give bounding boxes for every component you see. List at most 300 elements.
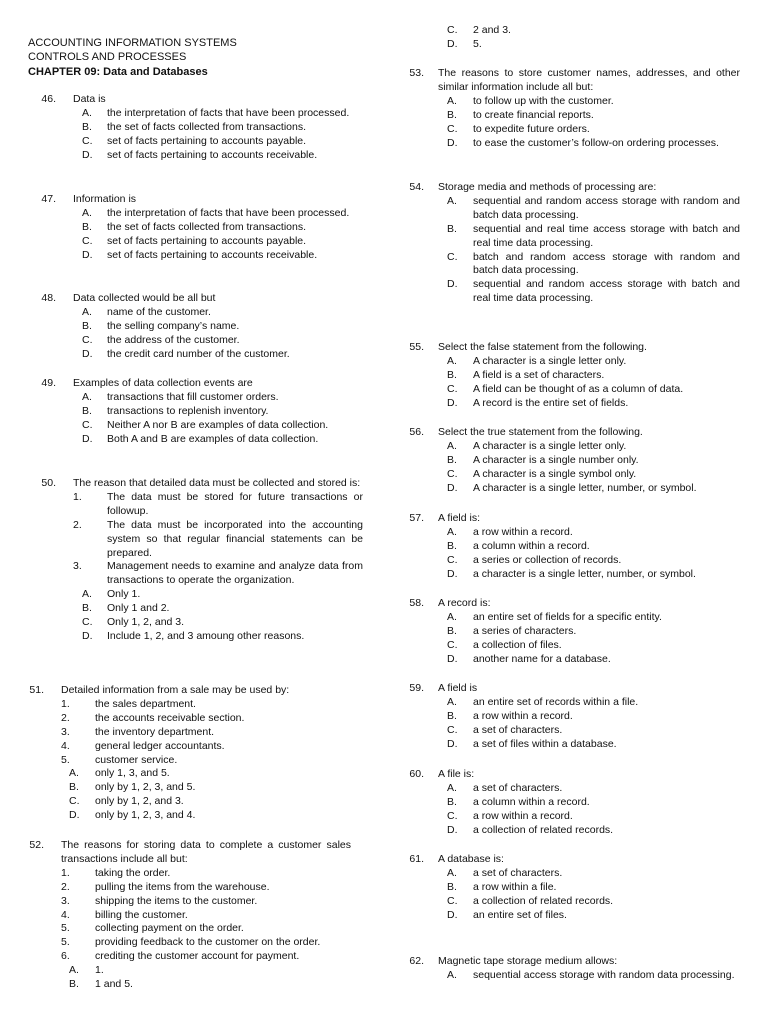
option-text: set of facts pertaining to accounts payable.	[107, 134, 307, 147]
option-text: to ease the customer’s follow-on ordering processes.	[473, 136, 719, 149]
option-text: 1 and 5.	[95, 978, 133, 991]
option-text: another name for a database.	[473, 652, 611, 665]
question-stem	[394, 597, 740, 611]
question-number: 46.	[41, 93, 56, 105]
option-label: B.	[447, 709, 457, 722]
option-label: C.	[447, 122, 458, 135]
option-text: a row within a record.	[473, 809, 573, 822]
option-text: a row within a file.	[473, 880, 557, 893]
answer-option	[14, 936, 351, 950]
option-label: A.	[447, 439, 457, 452]
option-text: sequential and random access storage with random and batch data processing.	[473, 194, 740, 221]
option-label: D.	[447, 908, 458, 921]
question-number: 58.	[409, 597, 424, 609]
answer-option	[447, 24, 737, 38]
option-label: D.	[82, 148, 93, 161]
option-text: Only 1, 2, and 3.	[107, 616, 185, 629]
option-text: Only 1 and 2.	[107, 602, 170, 615]
question-text: The reasons for storing data to complete a customer sales transactions include all but:	[61, 839, 351, 865]
answer-option	[394, 109, 740, 123]
question-text: Information is	[73, 193, 137, 205]
answer-option	[394, 909, 740, 923]
question-number: 60.	[409, 768, 424, 780]
option-text: a column within a record.	[473, 795, 590, 808]
option-text: A field is a set of characters.	[473, 368, 605, 381]
question-51	[14, 684, 351, 823]
option-label: 2.	[61, 880, 70, 893]
question-number: 50.	[41, 477, 56, 489]
question-54	[394, 181, 740, 306]
question-stem	[394, 768, 740, 782]
option-text: a collection of files.	[473, 638, 562, 651]
answer-option	[394, 278, 740, 306]
option-text: A character is a single letter, number, or symbol.	[473, 481, 697, 494]
option-label: A.	[447, 525, 457, 538]
question-57	[394, 512, 740, 582]
answer-option	[394, 639, 740, 653]
option-text: a series or collection of records.	[473, 553, 622, 566]
answer-option	[26, 334, 363, 348]
answer-option	[26, 121, 363, 135]
question-stem	[394, 426, 740, 440]
answer-option	[394, 710, 740, 724]
option-label: 5.	[61, 936, 70, 949]
question-61	[394, 853, 740, 923]
question-number: 61.	[409, 853, 424, 865]
option-text: sequential and random access storage with batch and real time data processing.	[473, 278, 740, 305]
answer-option	[394, 482, 740, 496]
answer-option	[394, 724, 740, 738]
question-text: The reason that detailed data must be collected and stored is:	[73, 477, 361, 489]
option-text: The data must be stored for future transactions or followup.	[107, 490, 363, 517]
answer-option	[14, 909, 351, 923]
option-text: Both A and B are examples of data collection.	[107, 432, 319, 445]
question-56	[394, 426, 740, 496]
option-text: an entire set of fields for a specific entity.	[473, 610, 662, 623]
option-label: C.	[447, 894, 458, 907]
answer-option	[14, 740, 351, 754]
option-label: B.	[447, 624, 457, 637]
option-label: B.	[69, 978, 79, 991]
answer-option	[26, 602, 363, 616]
question-stem	[394, 682, 740, 696]
option-label: C.	[447, 553, 458, 566]
answer-option	[26, 306, 363, 320]
option-text: set of facts pertaining to accounts receivable.	[107, 148, 318, 161]
answer-option	[394, 526, 740, 540]
answer-option	[14, 795, 351, 809]
question-stem	[394, 181, 740, 195]
option-label: A.	[82, 588, 92, 601]
question-stem	[26, 93, 363, 107]
answer-option	[26, 135, 363, 149]
option-text: A character is a single letter only.	[473, 439, 627, 452]
question-number: 51.	[29, 684, 44, 696]
question-number: 48.	[41, 292, 56, 304]
option-text: a set of characters.	[473, 781, 563, 794]
option-text: providing feedback to the customer on the order.	[95, 936, 321, 949]
option-text: A character is a single symbol only.	[473, 467, 637, 480]
answer-option	[394, 251, 740, 279]
option-label: C.	[447, 467, 458, 480]
option-label: 1.	[73, 490, 82, 503]
answer-option	[26, 433, 363, 447]
document-header	[28, 36, 237, 79]
answer-option	[394, 611, 740, 625]
option-text: The data must be incorporated into the accounting system so that regular financial statements can be prepared.	[107, 518, 363, 559]
option-text: A field can be thought of as a column of data.	[473, 382, 684, 395]
option-text: 5.	[473, 37, 482, 50]
option-text: the interpretation of facts that have been processed.	[107, 106, 350, 119]
question-stem	[26, 377, 363, 391]
option-text: Neither A nor B are examples of data collection.	[107, 418, 329, 431]
question-number: 59.	[409, 682, 424, 694]
option-text: sequential and real time access storage with batch and real time data processing.	[473, 222, 740, 249]
option-label: A.	[82, 305, 92, 318]
option-label: B.	[447, 222, 457, 235]
option-label: A.	[447, 695, 457, 708]
option-label: D.	[447, 652, 458, 665]
option-label: 5.	[61, 922, 70, 935]
option-text: crediting the customer account for payment.	[95, 950, 300, 963]
answer-option	[394, 824, 740, 838]
question-number: 56.	[409, 426, 424, 438]
question-50	[26, 477, 363, 644]
option-label: B.	[69, 781, 79, 794]
question-47	[26, 193, 363, 263]
option-text: Management needs to examine and analyze data from transactions to operate the organization.	[107, 560, 363, 587]
question-stem	[26, 292, 363, 306]
option-text: sequential access storage with random data processing.	[473, 968, 735, 981]
option-text: the credit card number of the customer.	[107, 347, 290, 360]
answer-option	[394, 738, 740, 752]
option-text: 1.	[95, 964, 104, 977]
question-text: Data collected would be all but	[73, 292, 216, 304]
answer-option	[26, 616, 363, 630]
option-text: a row within a record.	[473, 709, 573, 722]
option-label: D.	[447, 136, 458, 149]
option-text: collecting payment on the order.	[95, 922, 244, 935]
answer-option	[26, 221, 363, 235]
question-stem	[14, 684, 351, 698]
option-text: Only 1.	[107, 588, 141, 601]
question-62	[394, 955, 740, 983]
option-label: 3.	[61, 894, 70, 907]
option-label: C.	[82, 333, 93, 346]
option-label: 5.	[61, 753, 70, 766]
option-text: the interpretation of facts that have been processed.	[107, 206, 350, 219]
option-text: name of the customer.	[107, 305, 211, 318]
option-label: A.	[447, 610, 457, 623]
answer-option	[394, 554, 740, 568]
answer-option	[394, 796, 740, 810]
answer-option	[26, 249, 363, 263]
answer-option	[26, 405, 363, 419]
option-label: A.	[447, 94, 457, 107]
option-label: 6.	[61, 950, 70, 963]
question-48	[26, 292, 363, 362]
question-53	[394, 67, 740, 150]
question-stem	[394, 341, 740, 355]
question-59	[394, 682, 740, 752]
answer-option	[394, 653, 740, 667]
option-text: only by 1, 2, 3, and 5.	[95, 781, 196, 794]
question-stem	[394, 853, 740, 867]
answer-option	[14, 978, 351, 992]
chapter-title: CHAPTER 09: Data and Databases	[28, 65, 208, 78]
option-label: A.	[447, 866, 457, 879]
option-label: D.	[69, 809, 80, 822]
option-label: C.	[447, 24, 458, 36]
option-label: C.	[82, 616, 93, 629]
course-title: ACCOUNTING INFORMATION SYSTEMS	[28, 37, 237, 49]
answer-option	[394, 895, 740, 909]
answer-option	[394, 969, 740, 983]
option-label: C.	[447, 809, 458, 822]
answer-option	[394, 383, 740, 397]
option-text: taking the order.	[95, 866, 171, 879]
option-text: the address of the customer.	[107, 333, 240, 346]
question-text: Select the true statement from the following.	[438, 426, 643, 438]
option-label: B.	[82, 319, 92, 332]
option-label: A.	[447, 781, 457, 794]
option-label: D.	[82, 248, 93, 261]
question-stem	[394, 67, 740, 95]
option-text: A record is the entire set of fields.	[473, 396, 629, 409]
option-text: the accounts receivable section.	[95, 711, 245, 724]
answer-option	[26, 419, 363, 433]
answer-option	[394, 223, 740, 251]
answer-option	[26, 207, 363, 221]
question-text: Select the false statement from the following.	[438, 341, 647, 353]
answer-option	[394, 369, 740, 383]
answer-option	[394, 810, 740, 824]
answer-option	[14, 922, 351, 936]
question-number: 53.	[409, 67, 424, 79]
option-text: a collection of related records.	[473, 823, 614, 836]
option-label: D.	[447, 278, 458, 291]
option-label: C.	[82, 418, 93, 431]
option-label: B.	[82, 404, 92, 417]
answer-option	[14, 895, 351, 909]
question-text: A file is:	[438, 768, 475, 780]
option-text: the sales department.	[95, 697, 196, 710]
option-label: 3.	[73, 560, 82, 573]
option-label: B.	[447, 880, 457, 893]
option-text: a series of characters.	[473, 624, 577, 637]
option-text: Include 1, 2, and 3 amoung other reasons.	[107, 629, 305, 642]
question-58	[394, 597, 740, 667]
option-text: customer service.	[95, 753, 178, 766]
option-text: to follow up with the customer.	[473, 94, 614, 107]
option-text: an entire set of files.	[473, 908, 567, 921]
answer-option	[26, 560, 363, 588]
option-label: D.	[447, 737, 458, 750]
question-52-continued	[447, 24, 737, 52]
option-label: C.	[447, 638, 458, 651]
option-text: general ledger accountants.	[95, 739, 225, 752]
question-text: A field is:	[438, 512, 481, 524]
question-number: 55.	[409, 341, 424, 353]
answer-option	[26, 391, 363, 405]
option-text: pulling the items from the warehouse.	[95, 880, 270, 893]
option-text: transactions to replenish inventory.	[107, 404, 269, 417]
answer-option	[394, 867, 740, 881]
option-text: batch and random access storage with random and batch data processing.	[473, 250, 740, 277]
answer-option	[26, 348, 363, 362]
answer-option	[14, 881, 351, 895]
answer-option	[394, 397, 740, 411]
answer-option	[14, 754, 351, 768]
answer-option	[14, 950, 351, 964]
option-text: a set of files within a database.	[473, 737, 617, 750]
answer-option	[394, 195, 740, 223]
option-label: 1.	[61, 866, 70, 879]
option-label: D.	[447, 396, 458, 409]
option-label: 4.	[61, 739, 70, 752]
answer-option	[394, 468, 740, 482]
option-label: 2.	[73, 518, 82, 531]
option-text: transactions that fill customer orders.	[107, 390, 279, 403]
question-text: Storage media and methods of processing are:	[438, 181, 657, 193]
option-label: A.	[82, 206, 92, 219]
option-label: B.	[447, 453, 457, 466]
answer-option	[394, 568, 740, 582]
option-text: a row within a record.	[473, 525, 573, 538]
question-52	[14, 839, 351, 992]
question-number: 62.	[409, 955, 424, 967]
question-text: A database is:	[438, 853, 504, 865]
option-label: C.	[82, 234, 93, 247]
option-label: 3.	[61, 725, 70, 738]
option-label: D.	[82, 629, 93, 642]
option-label: B.	[447, 368, 457, 381]
option-text: billing the customer.	[95, 908, 188, 921]
option-label: C.	[69, 795, 80, 808]
answer-option	[394, 625, 740, 639]
answer-option	[14, 698, 351, 712]
question-60	[394, 768, 740, 838]
option-text: the set of facts collected from transactions.	[107, 220, 307, 233]
option-label: C.	[447, 382, 458, 395]
option-label: D.	[447, 481, 458, 494]
option-label: B.	[82, 602, 92, 615]
answer-option	[394, 696, 740, 710]
option-label: 2.	[61, 711, 70, 724]
answer-option	[26, 149, 363, 163]
answer-option	[26, 107, 363, 121]
question-46	[26, 93, 363, 163]
option-text: to create financial reports.	[473, 108, 594, 121]
option-text: an entire set of records within a file.	[473, 695, 639, 708]
question-stem	[394, 512, 740, 526]
answer-option	[26, 491, 363, 519]
option-text: the selling company’s name.	[107, 319, 240, 332]
question-text: A record is:	[438, 597, 491, 609]
answer-option	[394, 137, 740, 151]
answer-option	[26, 519, 363, 561]
question-text: Magnetic tape storage medium allows:	[438, 955, 618, 967]
option-text: the set of facts collected from transactions.	[107, 120, 307, 133]
option-label: B.	[82, 220, 92, 233]
question-text: The reasons to store customer names, addresses, and other similar information include all but:	[438, 67, 740, 93]
question-55	[394, 341, 740, 411]
question-number: 52.	[29, 839, 44, 851]
option-label: C.	[82, 134, 93, 147]
option-label: D.	[82, 347, 93, 360]
option-label: B.	[82, 120, 92, 133]
option-label: 1.	[61, 697, 70, 710]
answer-option	[394, 782, 740, 796]
question-text: Data is	[73, 93, 106, 105]
option-text: a set of characters.	[473, 723, 563, 736]
option-label: 4.	[61, 908, 70, 921]
answer-option	[447, 38, 737, 52]
option-text: set of facts pertaining to accounts receivable.	[107, 248, 318, 261]
answer-option	[26, 320, 363, 334]
question-49	[26, 377, 363, 447]
answer-option	[394, 355, 740, 369]
option-label: A.	[447, 968, 457, 981]
option-text: shipping the items to the customer.	[95, 894, 258, 907]
option-label: D.	[447, 823, 458, 836]
option-label: B.	[447, 539, 457, 552]
answer-option	[14, 809, 351, 823]
question-number: 49.	[41, 377, 56, 389]
answer-option	[394, 440, 740, 454]
option-text: A character is a single letter only.	[473, 354, 627, 367]
option-text: 2 and 3.	[473, 24, 511, 36]
option-text: a character is a single letter, number, or symbol.	[473, 567, 696, 580]
option-text: a set of characters.	[473, 866, 563, 879]
option-label: C.	[447, 250, 458, 263]
question-text: A field is	[438, 682, 478, 694]
option-text: a column within a record.	[473, 539, 590, 552]
question-number: 57.	[409, 512, 424, 524]
option-label: D.	[447, 37, 458, 50]
answer-option	[14, 726, 351, 740]
option-text: only by 1, 2, and 3.	[95, 795, 184, 808]
option-label: A.	[447, 194, 457, 207]
question-stem	[394, 955, 740, 969]
option-label: A.	[447, 354, 457, 367]
question-number: 47.	[41, 193, 56, 205]
answer-option	[14, 867, 351, 881]
option-text: to expedite future orders.	[473, 122, 590, 135]
question-stem	[26, 193, 363, 207]
option-label: D.	[447, 567, 458, 580]
option-label: A.	[69, 767, 79, 780]
option-label: D.	[82, 432, 93, 445]
option-text: set of facts pertaining to accounts payable.	[107, 234, 307, 247]
question-number: 54.	[409, 181, 424, 193]
question-stem	[14, 839, 351, 867]
answer-option	[394, 123, 740, 137]
answer-option	[26, 235, 363, 249]
answer-option	[394, 95, 740, 109]
option-label: A.	[69, 964, 79, 977]
answer-option	[394, 454, 740, 468]
question-text: Examples of data collection events are	[73, 377, 253, 389]
answer-option	[26, 588, 363, 602]
option-text: A character is a single number only.	[473, 453, 639, 466]
answer-option	[394, 540, 740, 554]
option-text: a collection of related records.	[473, 894, 614, 907]
option-text: the inventory department.	[95, 725, 215, 738]
course-subtitle: CONTROLS AND PROCESSES	[28, 51, 187, 64]
option-text: only by 1, 2, 3, and 4.	[95, 809, 196, 822]
question-stem	[26, 477, 363, 491]
